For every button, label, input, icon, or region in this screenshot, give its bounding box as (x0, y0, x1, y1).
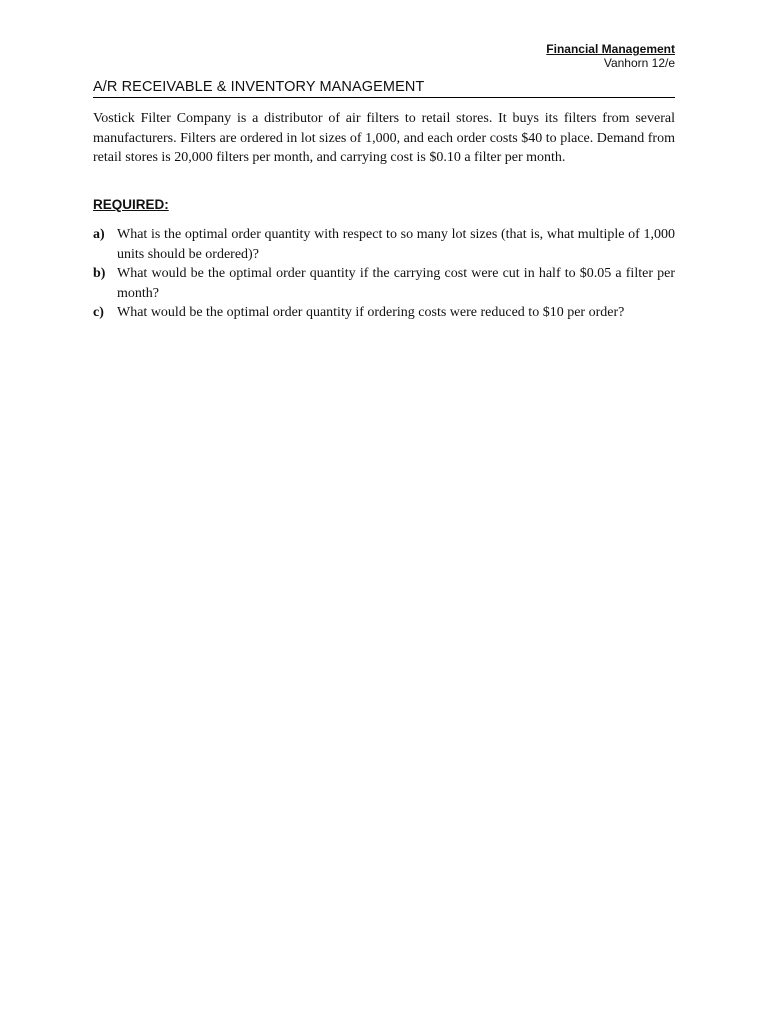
question-text: What would be the optimal order quantity if ordering costs were reduced to $10 per order? (117, 305, 625, 320)
course-title: Financial Management (546, 42, 675, 56)
section-title: A/R RECEIVABLE & INVENTORY MANAGEMENT (93, 79, 675, 98)
question-letter: b) (93, 266, 106, 281)
question-text: What is the optimal order quantity with respect to so many lot sizes (that is, what multiple of 1,000 units should be ordered)? (117, 227, 675, 262)
question-letter: c) (93, 305, 104, 320)
question-item (93, 225, 675, 264)
question-letter: a) (93, 227, 105, 242)
question-text: What would be the optimal order quantity if the carrying cost were cut in half to $0.05 a filter per month? (117, 266, 675, 301)
question-item (93, 264, 675, 303)
required-heading: REQUIRED: (93, 197, 169, 212)
textbook-reference: Vanhorn 12/e (603, 56, 675, 70)
page-header (546, 42, 675, 70)
problem-statement: Vostick Filter Company is a distributor of air filters to retail stores. It buys its filters from several manufacturers. Filters are ordered in lot sizes of 1,000, and each order costs $40 to place. Demand from retail stores is 20,000 filters per month, and carrying cost is $0.10 a filter per month. (93, 111, 675, 165)
question-item (93, 303, 675, 323)
question-list (93, 225, 675, 323)
